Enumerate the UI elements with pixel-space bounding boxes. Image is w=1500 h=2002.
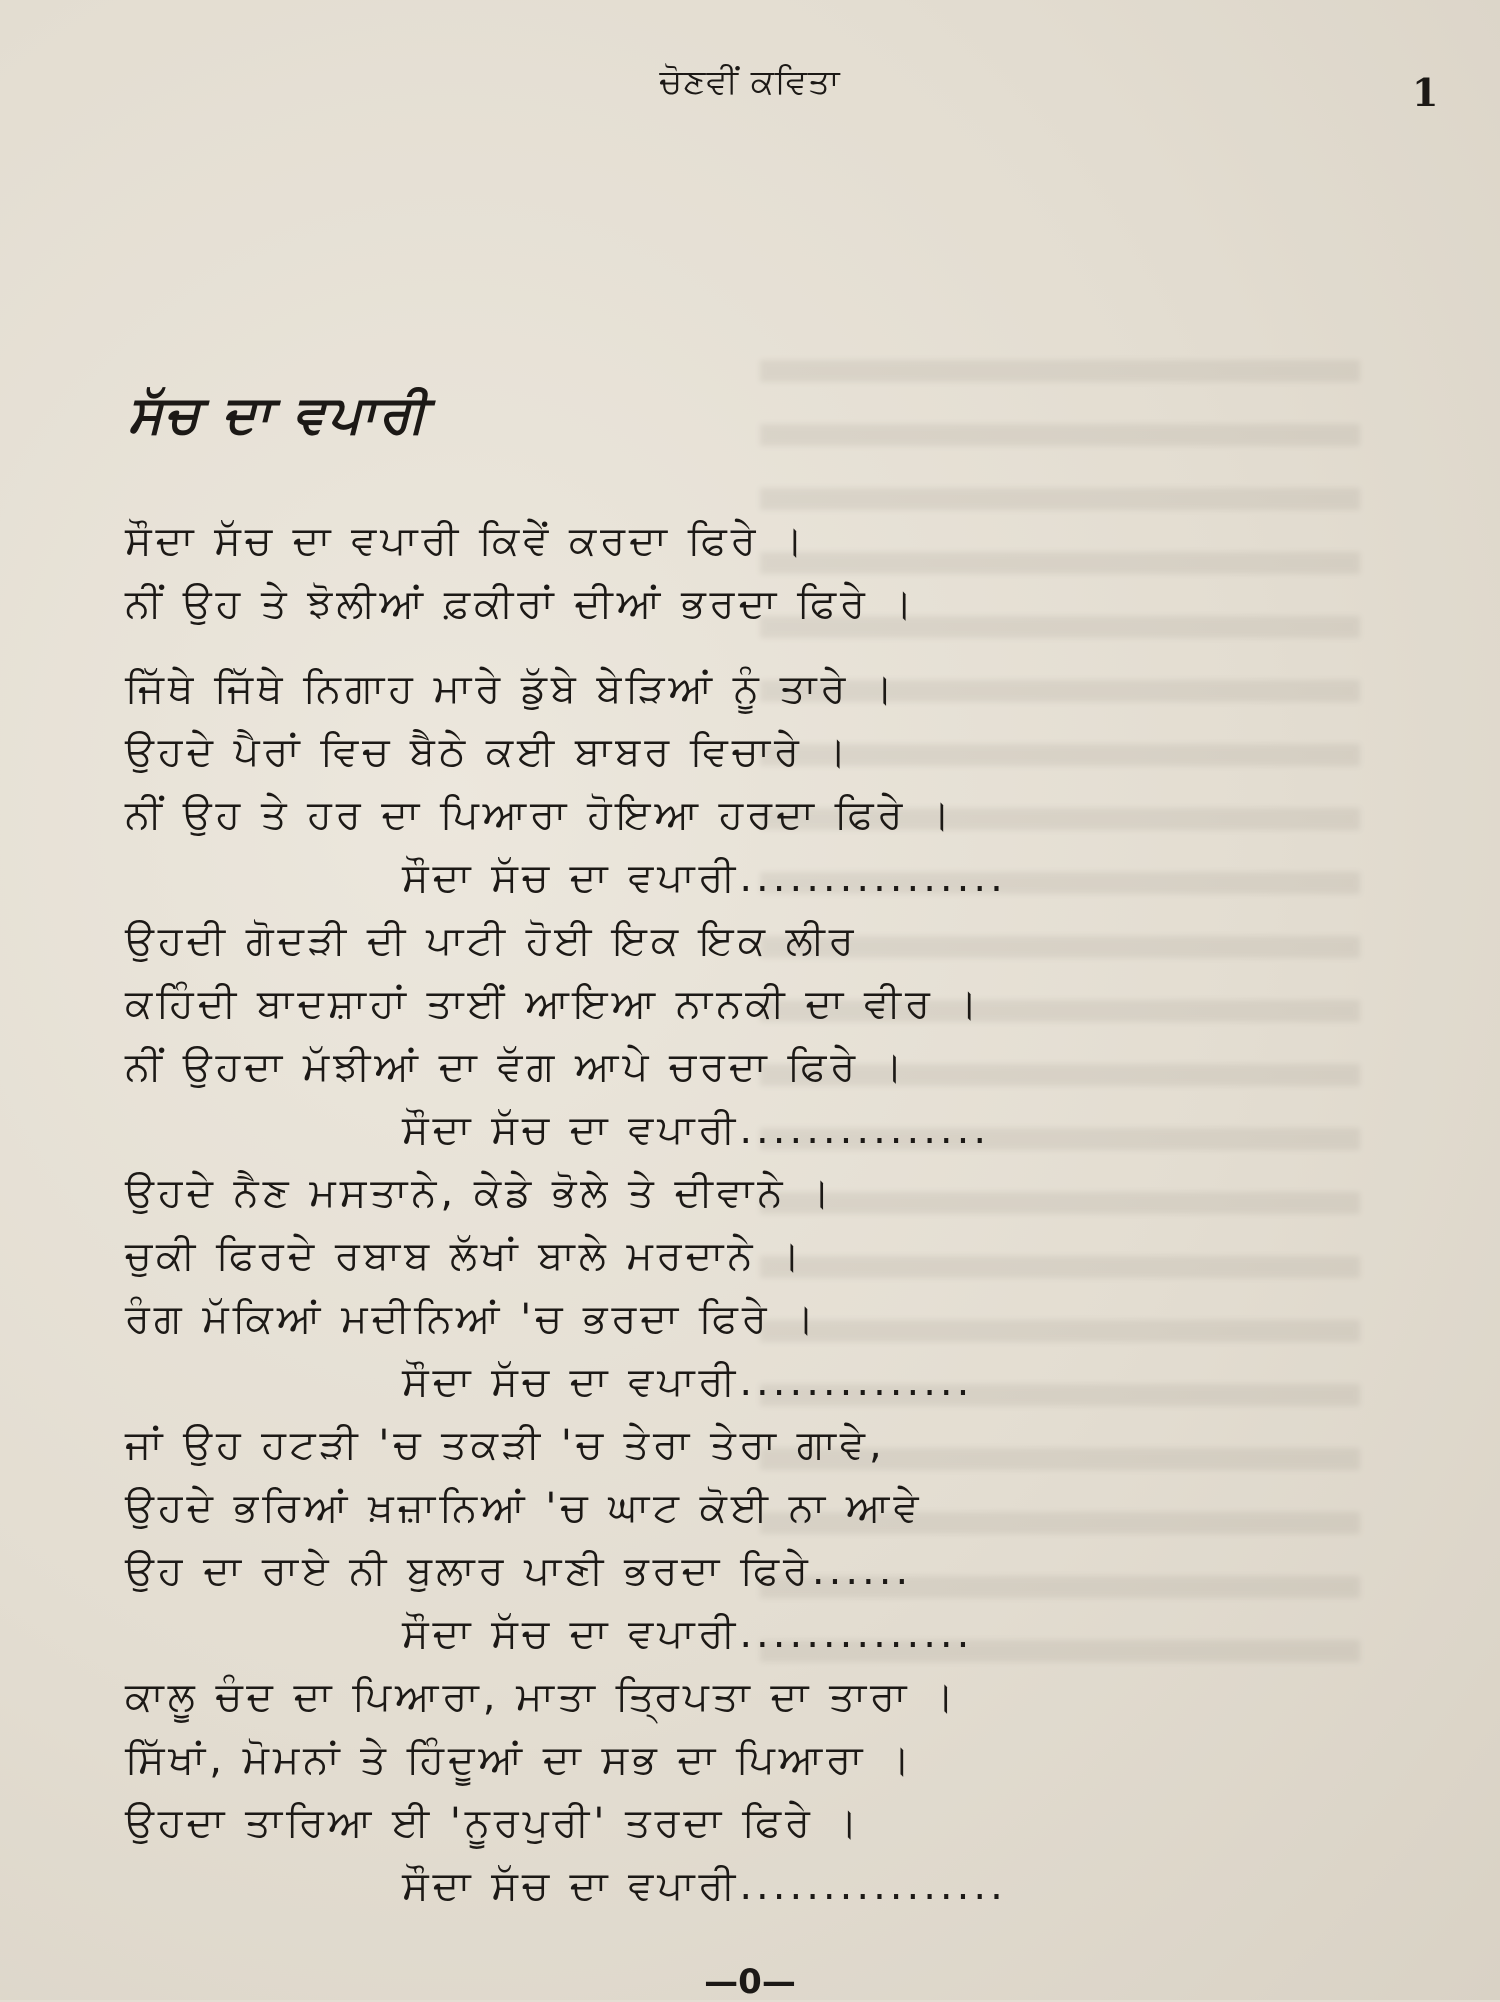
poem-line: ਕਾਲੂ ਚੰਦ ਦਾ ਪਿਆਰਾ, ਮਾਤਾ ਤ੍ਰਿਪਤਾ ਦਾ ਤਾਰਾ । bbox=[125, 1674, 959, 1720]
poem-title: ਸੱਚ ਦਾ ਵਪਾਰੀ bbox=[128, 385, 429, 445]
poem-line: ਚੁਕੀ ਫਿਰਦੇ ਰਬਾਬ ਲੱਖਾਂ ਬਾਲੇ ਮਰਦਾਨੇ । bbox=[125, 1233, 805, 1279]
poem-line: ਉਹ ਦਾ ਰਾਏ ਨੀ ਬੁਲਾਰ ਪਾਣੀ ਭਰਦਾ ਫਿਰੇ...... bbox=[125, 1548, 913, 1594]
running-header: ਚੋਣਵੀਂ ਕਵਿਤਾ bbox=[659, 62, 841, 102]
poem-line: ਨੀਂ ਉਹ ਤੇ ਝੋਲੀਆਂ ਫ਼ਕੀਰਾਂ ਦੀਆਂ ਭਰਦਾ ਫਿਰੇ । bbox=[125, 581, 917, 627]
refrain-line: ਸੌਦਾ ਸੱਚ ਦਾ ਵਪਾਰੀ............... bbox=[402, 1107, 991, 1153]
poem-line: ਜਿੱਥੇ ਜਿੱਥੇ ਨਿਗਾਹ ਮਾਰੇ ਡੁੱਬੇ ਬੇੜਿਆਂ ਨੂੰ ਤਾਰੇ । bbox=[125, 666, 898, 712]
poem-line: ਉਹਦਾ ਤਾਰਿਆ ਈ 'ਨੂਰਪੁਰੀ' ਤਰਦਾ ਫਿਰੇ । bbox=[125, 1800, 862, 1846]
poem-line: ਨੀਂ ਉਹ ਤੇ ਹਰ ਦਾ ਪਿਆਰਾ ਹੋਇਆ ਹਰਦਾ ਫਿਰੇ । bbox=[125, 792, 955, 838]
refrain-line: ਸੌਦਾ ਸੱਚ ਦਾ ਵਪਾਰੀ.............. bbox=[402, 1611, 974, 1657]
refrain-line: ਸੌਦਾ ਸੱਚ ਦਾ ਵਪਾਰੀ................ bbox=[402, 1863, 1007, 1909]
end-ornament: —0— bbox=[704, 1962, 796, 2002]
poem-body bbox=[125, 510, 1125, 1918]
poem-line: ਰੰਗ ਮੱਕਿਆਂ ਮਦੀਨਿਆਂ 'ਚ ਭਰਦਾ ਫਿਰੇ । bbox=[125, 1296, 819, 1342]
poem-line: ਉਹਦੇ ਭਰਿਆਂ ਖ਼ਜ਼ਾਨਿਆਂ 'ਚ ਘਾਟ ਕੋਈ ਨਾ ਆਵੇ bbox=[125, 1485, 923, 1531]
poem-line: ਨੀਂ ਉਹਦਾ ਮੱਝੀਆਂ ਦਾ ਵੱਗ ਆਪੇ ਚਰਦਾ ਫਿਰੇ । bbox=[125, 1044, 907, 1090]
poem-line: ਸਿੱਖਾਂ, ਮੋਮਨਾਂ ਤੇ ਹਿੰਦੂਆਂ ਦਾ ਸਭ ਦਾ ਪਿਆਰਾ । bbox=[125, 1737, 915, 1783]
poem-line: ਉਹਦੇ ਨੈਣ ਮਸਤਾਨੇ, ਕੇਡੇ ਭੋਲੇ ਤੇ ਦੀਵਾਨੇ । bbox=[125, 1170, 835, 1216]
poem-line: ਕਹਿੰਦੀ ਬਾਦਸ਼ਾਹਾਂ ਤਾਈਂ ਆਇਆ ਨਾਨਕੀ ਦਾ ਵੀਰ । bbox=[125, 981, 982, 1027]
poem-line: ਉਹਦੇ ਪੈਰਾਂ ਵਿਚ ਬੈਠੇ ਕਈ ਬਾਬਰ ਵਿਚਾਰੇ । bbox=[125, 729, 851, 775]
refrain-line: ਸੌਦਾ ਸੱਚ ਦਾ ਵਪਾਰੀ.............. bbox=[402, 1359, 974, 1405]
poem-line: ਸੌਦਾ ਸੱਚ ਦਾ ਵਪਾਰੀ ਕਿਵੇਂ ਕਰਦਾ ਫਿਰੇ । bbox=[125, 518, 808, 564]
poem-line: ਉਹਦੀ ਗੋਦੜੀ ਦੀ ਪਾਟੀ ਹੋਈ ਇਕ ਇਕ ਲੀਰ bbox=[125, 918, 858, 964]
page-number: 1 bbox=[1412, 70, 1439, 115]
poem-line: ਜਾਂ ਉਹ ਹਟੜੀ 'ਚ ਤਕੜੀ 'ਚ ਤੇਰਾ ਤੇਰਾ ਗਾਵੇ, bbox=[125, 1422, 886, 1468]
refrain-line: ਸੌਦਾ ਸੱਚ ਦਾ ਵਪਾਰੀ................ bbox=[402, 855, 1007, 901]
